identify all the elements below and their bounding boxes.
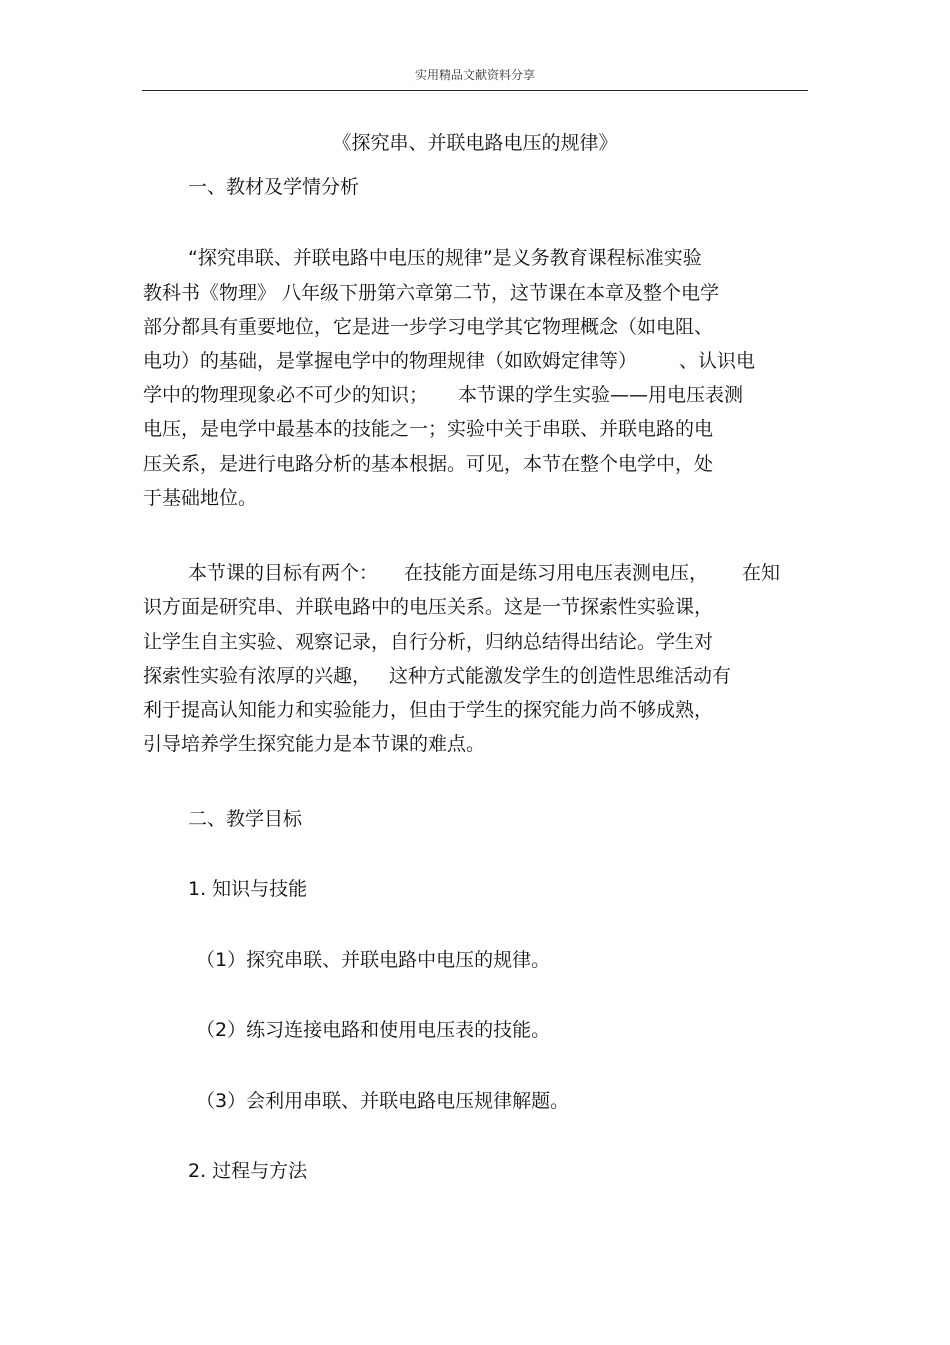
paragraph-2-line: 让学生自主实验、观察记录，自行分析，归纳总结得出结论。学生对 (143, 631, 714, 653)
paragraph-2-line: 识方面是研究串、并联电路中的电压关系。这是一节探索性实验课， (143, 596, 714, 618)
paragraph-2-line: 引导培养学生探究能力是本节课的难点。 (143, 733, 486, 755)
paragraph-1-line: 教科书《物理》 八年级下册第六章第二节，这节课在本章及整个电学 (143, 282, 720, 304)
header-divider (142, 90, 808, 91)
paragraph-1-line: 电压，是电学中最基本的技能之一；实验中关于串联、并联电路的电 (143, 418, 714, 440)
paragraph-2-line (143, 667, 731, 686)
paragraph-1-segment: 、认识电 (679, 350, 756, 372)
subsection-heading-1: 1. 知识与技能 (188, 878, 308, 900)
paragraph-2-segment: 在知 (742, 562, 781, 584)
list-item: （3）会利用串联、并联电路电压规律解题。 (196, 1090, 570, 1112)
paragraph-2-segment: 在技能方面是练习用电压表测电压， (404, 562, 709, 584)
paragraph-1-line (143, 352, 755, 371)
paragraph-2-line: 利于提高认知能力和实验能力，但由于学生的探究能力尚不够成熟， (143, 699, 714, 721)
section-heading-1: 一、教材及学情分析 (188, 176, 360, 198)
paragraph-2-segment: 本节课的目标有两个： (188, 562, 379, 584)
paragraph-1-segment: 本节课的学生实验——用电压表测 (458, 384, 744, 406)
paragraph-2-segment: 探索性实验有浓厚的兴趣， (143, 665, 372, 687)
paragraph-1-segment: 电功）的基础，是掌握电学中的物理规律（如欧姆定律等） (143, 350, 638, 372)
document-title: 《探究串、并联电路电压的规律》 (332, 132, 618, 154)
list-item: （1）探究串联、并联电路中电压的规律。 (196, 949, 551, 971)
paragraph-2-segment: 这种方式能激发学生的创造性思维活动有 (389, 665, 732, 687)
paragraph-1-line (143, 386, 743, 405)
paragraph-2-line (188, 564, 780, 583)
subsection-heading-2: 2. 过程与方法 (188, 1160, 308, 1182)
list-item: （2）练习连接电路和使用电压表的技能。 (196, 1019, 551, 1041)
paragraph-1-line: 压关系，是进行电路分析的基本根据。可见，本节在整个电学中，处 (143, 453, 714, 475)
paragraph-1-line: 部分都具有重要地位，它是进一步学习电学其它物理概念（如电阻、 (143, 316, 714, 338)
page-header: 实用精品文献资料分享 (414, 68, 535, 82)
paragraph-1-line: “探究串联、并联电路中电压的规律”是义务教育课程标准实验 (188, 247, 702, 269)
paragraph-1-segment: 学中的物理现象必不可少的知识； (143, 384, 429, 406)
section-heading-2: 二、教学目标 (188, 808, 303, 830)
paragraph-1-line: 于基础地位。 (143, 487, 258, 509)
